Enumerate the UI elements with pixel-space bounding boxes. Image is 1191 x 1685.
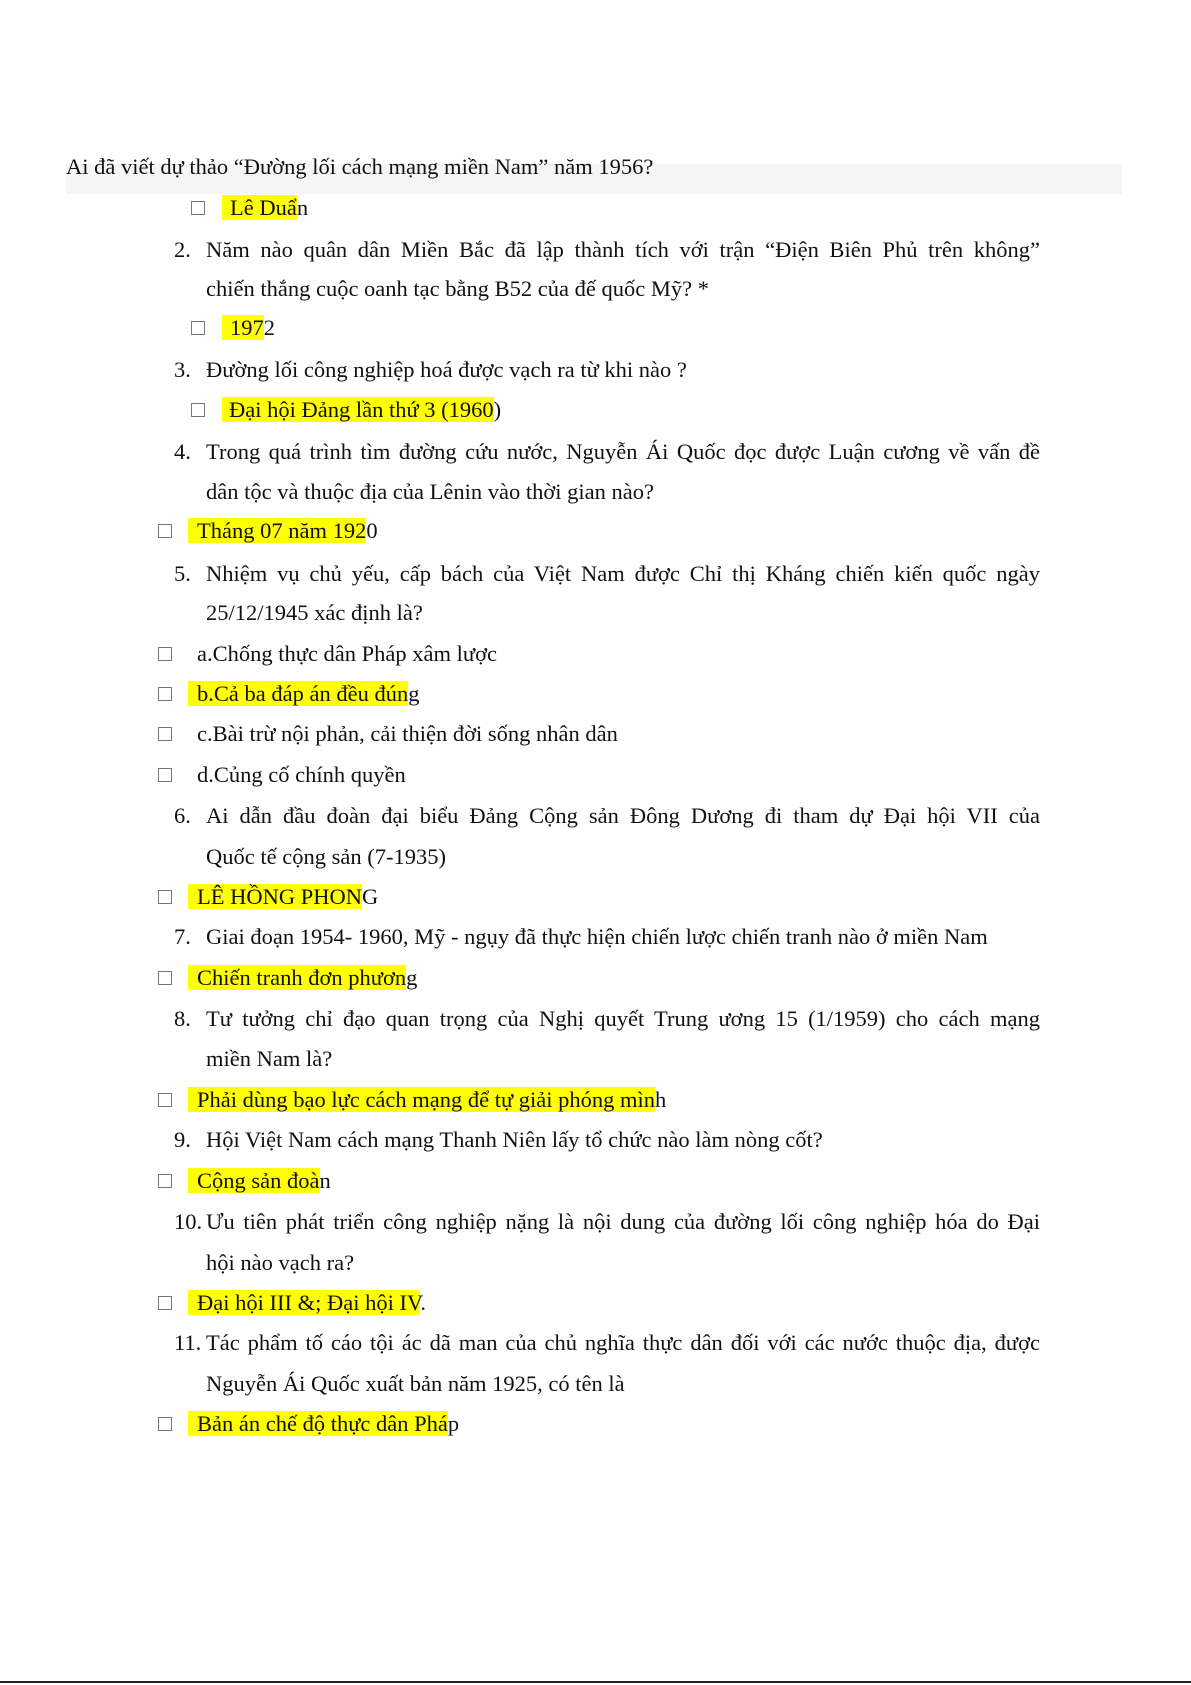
answer-checkbox[interactable] bbox=[191, 201, 205, 215]
answer-11: Bản án chế độ thực dân Pháp bbox=[188, 1409, 459, 1439]
answer-checkbox[interactable] bbox=[158, 1296, 172, 1310]
question-number: 7. bbox=[174, 924, 191, 949]
answer-checkbox[interactable] bbox=[191, 403, 205, 417]
question-8-line-1: Tư tưởng chỉ đạo quan trọng của Nghị quyết Trung ương 15 (1/1959) cho cách mạng bbox=[206, 1006, 1040, 1031]
answer-2: 1972 bbox=[222, 313, 275, 343]
option-a: a.Chống thực dân Pháp xâm lược bbox=[197, 641, 497, 666]
question-number: 11. bbox=[174, 1330, 202, 1355]
answer-9: Cộng sản đoàn bbox=[188, 1166, 331, 1196]
question-2-line-2: chiến thắng cuộc oanh tạc bằng B52 của đế quốc Mỹ? * bbox=[206, 276, 709, 301]
question-number: 3. bbox=[174, 357, 191, 382]
answer-checkbox[interactable] bbox=[158, 524, 172, 538]
question-8-line-2: miền Nam là? bbox=[206, 1046, 333, 1071]
question-6-line-2: Quốc tế cộng sản (7-1935) bbox=[206, 844, 446, 869]
answer-7: Chiến tranh đơn phương bbox=[188, 963, 417, 993]
answer-checkbox[interactable] bbox=[158, 1093, 172, 1107]
question-10-line-2: hội nào vạch ra? bbox=[206, 1250, 355, 1275]
option-b: b.Cả ba đáp án đều đúng bbox=[188, 679, 419, 709]
answer-6: LÊ HỒNG PHONG bbox=[188, 882, 378, 912]
answer-4: Tháng 07 năm 1920 bbox=[188, 516, 378, 546]
question-number: 10. bbox=[174, 1209, 203, 1234]
answer-3: Đại hội Đảng lần thứ 3 (1960) bbox=[222, 395, 501, 425]
answer-checkbox[interactable] bbox=[158, 768, 172, 782]
question-number: 9. bbox=[174, 1127, 191, 1152]
answer-checkbox[interactable] bbox=[158, 687, 172, 701]
question-7-line-1: Giai đoạn 1954- 1960, Mỹ - ngụy đã thực hiện chiến lược chiến tranh nào ở miền Nam bbox=[206, 924, 988, 949]
question-number: 8. bbox=[174, 1006, 191, 1031]
option-d: d.Củng cố chính quyền bbox=[197, 762, 406, 787]
answer-10: Đại hội III &; Đại hội IV. bbox=[188, 1288, 426, 1318]
question-5-line-1: Nhiệm vụ chủ yếu, cấp bách của Việt Nam được Chỉ thị Kháng chiến kiến quốc ngày bbox=[206, 561, 1040, 586]
question-11-line-1: Tác phẩm tố cáo tội ác dã man của chủ nghĩa thực dân đối với các nước thuộc địa, được bbox=[206, 1330, 1040, 1355]
answer-checkbox[interactable] bbox=[158, 1174, 172, 1188]
answer-checkbox[interactable] bbox=[158, 727, 172, 741]
question-number: 2. bbox=[174, 237, 191, 262]
question-4-line-2: dân tộc và thuộc địa của Lênin vào thời gian nào? bbox=[206, 479, 654, 504]
answer-checkbox[interactable] bbox=[158, 647, 172, 661]
answer-8: Phải dùng bạo lực cách mạng để tự giải phóng mình bbox=[188, 1085, 666, 1115]
answer-checkbox[interactable] bbox=[158, 890, 172, 904]
question-1-text: Ai đã viết dự thảo “Đường lối cách mạng miền Nam” năm 1956? bbox=[66, 154, 654, 179]
option-c: c.Bài trừ nội phản, cải thiện đời sống nhân dân bbox=[197, 721, 618, 746]
question-3-line-1: Đường lối công nghiệp hoá được vạch ra từ khi nào ? bbox=[206, 357, 687, 382]
answer-checkbox[interactable] bbox=[158, 971, 172, 985]
question-number: 5. bbox=[174, 561, 191, 586]
answer-checkbox[interactable] bbox=[191, 321, 205, 335]
question-4-line-1: Trong quá trình tìm đường cứu nước, Nguyễn Ái Quốc đọc được Luận cương về vấn đề bbox=[206, 439, 1040, 464]
question-5-line-2: 25/12/1945 xác định là? bbox=[206, 600, 423, 625]
question-11-line-2: Nguyễn Ái Quốc xuất bản năm 1925, có tên là bbox=[206, 1371, 625, 1396]
page-bottom-rule bbox=[0, 1681, 1191, 1683]
question-number: 4. bbox=[174, 439, 191, 464]
question-10-line-1: Ưu tiên phát triển công nghiệp nặng là nội dung của đường lối công nghiệp hóa do Đại bbox=[206, 1209, 1040, 1234]
question-2-line-1: Năm nào quân dân Miền Bắc đã lập thành tích với trận “Điện Biên Phủ trên không” bbox=[206, 237, 1040, 262]
question-6-line-1: Ai dẫn đầu đoàn đại biểu Đảng Cộng sản Đông Dương đi tham dự Đại hội VII của bbox=[206, 803, 1040, 828]
question-number: 6. bbox=[174, 803, 191, 828]
question-9-line-1: Hội Việt Nam cách mạng Thanh Niên lấy tổ chức nào làm nòng cốt? bbox=[206, 1127, 823, 1152]
answer-1: Lê Duẩn bbox=[222, 193, 308, 223]
answer-checkbox[interactable] bbox=[158, 1417, 172, 1431]
